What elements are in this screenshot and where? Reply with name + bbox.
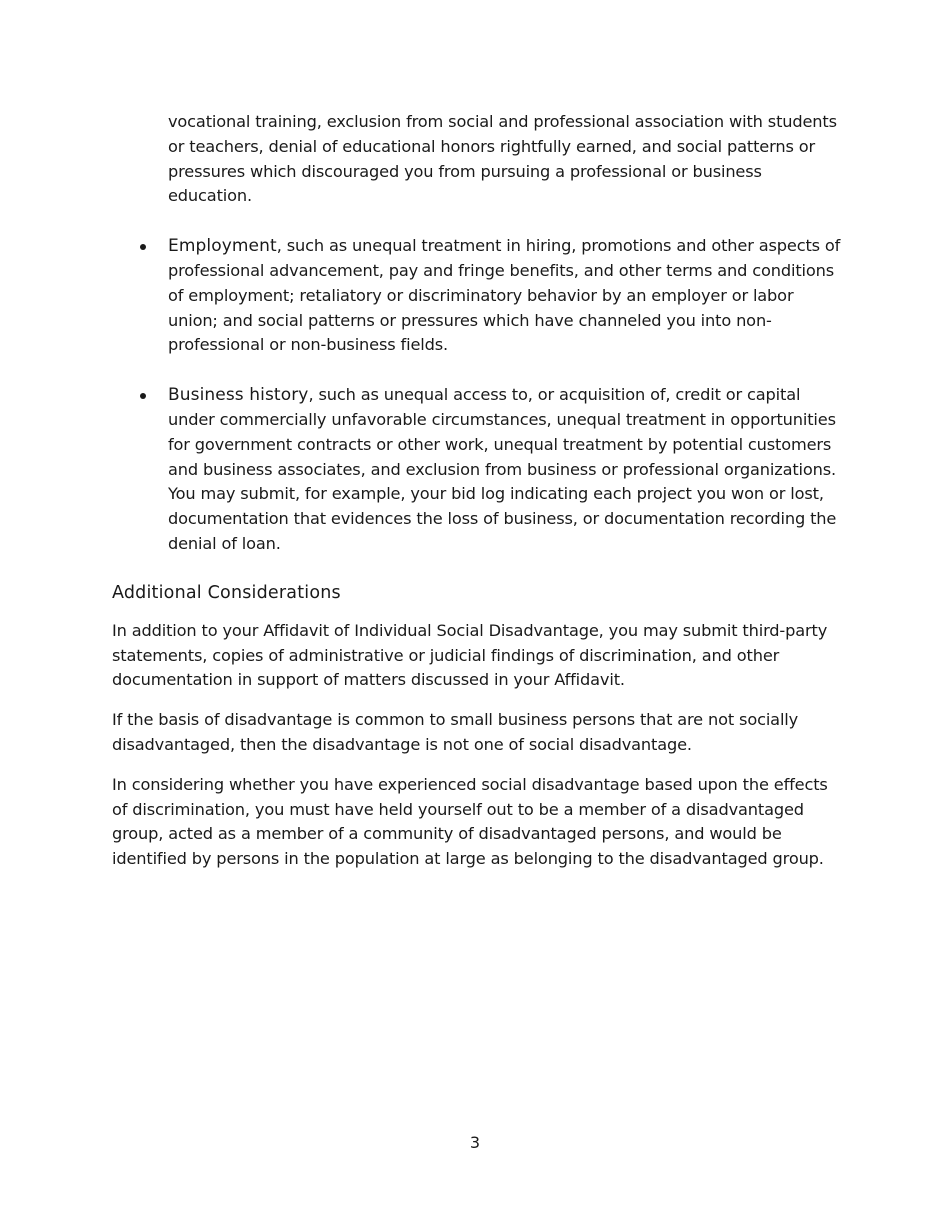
bullet-lead-employment: Employment xyxy=(168,236,277,257)
bullet-item-employment xyxy=(112,234,842,358)
bullet-item-business-history xyxy=(112,383,842,557)
bullet-icon xyxy=(140,393,146,399)
paragraph-basis: If the basis of disadvantage is common to small business persons that are not socially disadvantaged, then the disadvantage is not one of social disadvantage. xyxy=(112,710,799,754)
bullet-icon xyxy=(140,244,146,250)
bullet-text-employment: , such as unequal treatment in hiring, promotions and other aspects of professional advancement, pay and fringe benefits, and other terms and conditions of employment; retaliatory or discriminatory behavior by an employer or labor union; and social patterns or pressures which have channeled you into non-professional or non-business fields. xyxy=(168,236,841,355)
bullet-text-business-history: , such as unequal access to, or acquisition of, credit or capital under commercially unfavorable circumstances, unequal treatment in opportunities for government contracts or other work, unequal treatment by potential customers and business associates, and exclusion from business or professional organizations. You may submit, for example, your bid log indicating each project you won or lost, documentation that evidences the loss of business, or documentation recording the denial of loan. xyxy=(168,385,837,553)
section-heading: Additional Considerations xyxy=(112,582,341,603)
page-number: 3 xyxy=(469,1133,481,1152)
paragraph-affidavit: In addition to your Affidavit of Individual Social Disadvantage, you may submit third-party statements, copies of administrative or judicial findings of discrimination, and other documentation in support of matters discussed in your Affidavit. xyxy=(112,620,828,690)
page-content xyxy=(112,110,842,887)
bullet-list xyxy=(112,234,842,557)
continuation-paragraph: vocational training, exclusion from social and professional association with students or teachers, denial of educational honors rightfully earned, and social patterns or pressures which discouraged you from pursuing a professional or business education. xyxy=(168,112,837,206)
bullet-lead-business-history: Business history xyxy=(168,385,309,406)
paragraph-considering: In considering whether you have experienced social disadvantage based upon the effects of discrimination, you must have held yourself out to be a member of a disadvantaged group, acted as a member of a community of disadvantaged persons, and would be identified by persons in the population at large as belonging to the disadvantaged group. xyxy=(112,774,828,869)
